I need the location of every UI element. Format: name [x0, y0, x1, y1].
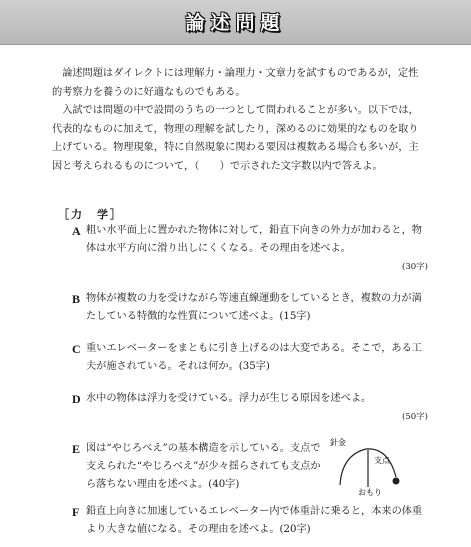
question-letter: E: [72, 442, 81, 456]
question-letter: D: [72, 392, 81, 406]
question-text: 物体が複数の力を受けながら等速直線運動をしているとき，複数の力が満たしている特徴的な性質について述べよ。(15字): [86, 293, 422, 322]
question-text: 図は“やじろべえ”の基本構造を示している。支点で支えられた“やじろべえ”が少々揺らされても支点から落ちない理由を述べよ。(40字): [86, 443, 321, 490]
title-banner: [0, 0, 471, 45]
question-text: 鉛直上向きに加速しているエレベーター内で体重計に乗ると，本来の体重より大きな値になる。その理由を述べよ。(20字): [86, 506, 423, 535]
char-limit: (50字): [402, 412, 428, 422]
question-e: [72, 440, 322, 494]
section-heading: ［力 学］: [58, 208, 123, 221]
question-c: [72, 340, 428, 376]
question-text: 粗い水平面上に置かれた物体に対して，鉛直下向きの外力が加わると，物体は水平方向に滑り出しにくくなる。その理由を述べよ。: [86, 225, 422, 254]
char-limit: (30字): [402, 262, 428, 272]
intro-paragraph-1: 論述問題はダイレクトには理解力・論理力・文章力を試すものであるが，定性的考察力を養うのに好適なものでもある。: [52, 68, 419, 98]
question-b: [72, 290, 428, 326]
intro-paragraph-2: 入試では問題の中で設問のうちの一つとして問われることが多い。以下では，代表的なものに加えて，物理の理解を試したり，深めるのに効果的なものを取り上げている。物理現象，特に自然現象に関わる要因は複数ある場合も多いが，主因と考えられるものについて，（ ）で示された文字数以内で答えよ。: [52, 105, 419, 172]
intro-text: [52, 65, 422, 176]
question-text: 重いエレベーターをまともに引き上げるのは大変である。そこで，ある工夫が施されている。それは何か。(35字): [86, 343, 422, 372]
question-d: [72, 390, 428, 422]
page-title: 論述問題: [185, 12, 286, 34]
weight-icon: [393, 478, 400, 485]
yajirobee-figure: [330, 437, 410, 497]
question-a: [72, 222, 428, 272]
label-pivot: 支点: [374, 456, 390, 465]
question-letter: A: [72, 224, 81, 238]
question-letter: C: [72, 342, 81, 356]
label-wire: 針金: [330, 438, 346, 447]
question-letter: F: [72, 505, 80, 519]
question-text: 水中の物体は浮力を受けている。浮力が生じる原因を述べよ。: [86, 393, 372, 404]
label-weight: おもり: [358, 488, 382, 497]
question-letter: B: [72, 292, 81, 306]
question-f: [72, 503, 428, 539]
